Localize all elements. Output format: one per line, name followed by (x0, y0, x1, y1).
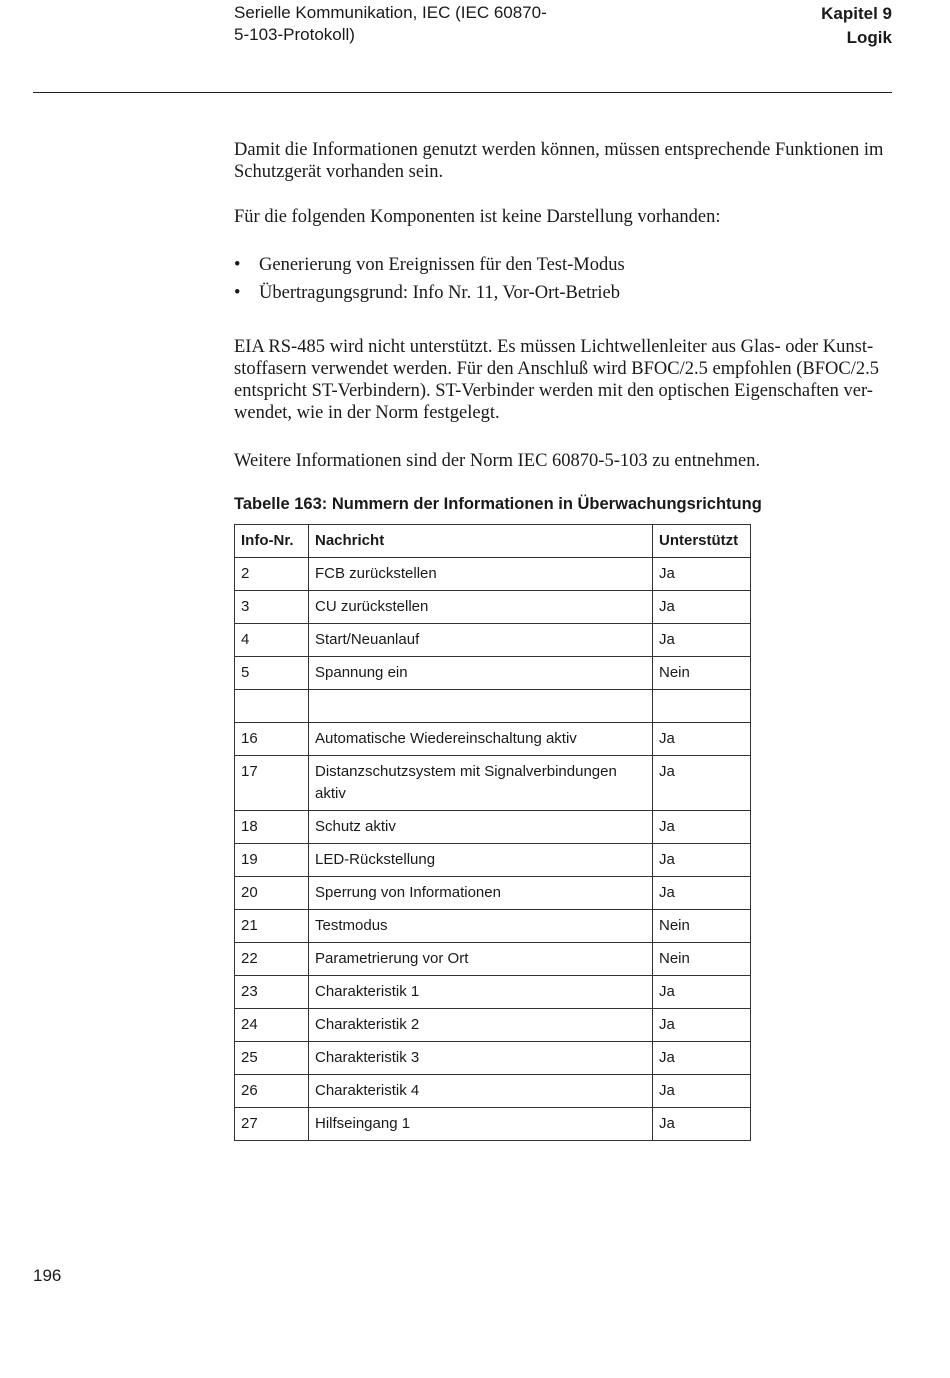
page-number: 196 (33, 1266, 62, 1285)
table-row (235, 1042, 751, 1075)
cell-unterstuetzt: Ja (653, 1042, 751, 1075)
cell-unterstuetzt: Ja (653, 756, 751, 811)
table-row (235, 756, 751, 811)
cell-nachricht: Distanzschutzsystem mit Signalverbindungen aktiv (309, 756, 653, 811)
table-body (235, 558, 751, 1141)
running-header-right (821, 2, 892, 50)
cell-nachricht: Spannung ein (309, 657, 653, 690)
cell-info-nr: 26 (235, 1075, 309, 1108)
paragraph-rs485: EIA RS-485 wird nicht unterstützt. Es müssen Lichtwellenleiter aus Glas- oder Kunst- stoffasern verwendet werden. Für den Anschluß wird BFOC/2.5 empfohlen (BFOC/2.5 entspricht ST-Verbindern). ST-Verbinder werden mit den optischen Eigenschaften ver- wendet, wie in der Norm festgelegt. (234, 337, 880, 423)
header-divider (33, 92, 892, 93)
cell-info-nr: 19 (235, 844, 309, 877)
cell-unterstuetzt: Ja (653, 811, 751, 844)
cell-unterstuetzt: Ja (653, 1009, 751, 1042)
cell-unterstuetzt: Ja (653, 624, 751, 657)
cell-nachricht: Charakteristik 2 (309, 1009, 653, 1042)
info-number-table (234, 524, 751, 1141)
cell-unterstuetzt: Nein (653, 657, 751, 690)
table-row (235, 1075, 751, 1108)
cell-unterstuetzt: Ja (653, 877, 751, 910)
cell-unterstuetzt: Nein (653, 910, 751, 943)
list-item (234, 279, 894, 307)
cell-info-nr: 16 (235, 723, 309, 756)
running-header-left (234, 2, 594, 46)
header-title-line1: Serielle Kommunikation, IEC (IEC 60870- (234, 3, 547, 22)
table-row (235, 558, 751, 591)
paragraph-components-intro: Für die folgenden Komponenten ist keine Darstellung vorhanden: (234, 207, 721, 227)
table-row-empty (235, 690, 751, 723)
cell-info-nr (235, 690, 309, 723)
cell-unterstuetzt: Ja (653, 844, 751, 877)
table-row (235, 976, 751, 1009)
column-header-unterstuetzt: Unterstützt (653, 525, 751, 558)
cell-unterstuetzt: Ja (653, 1108, 751, 1141)
cell-info-nr: 18 (235, 811, 309, 844)
cell-nachricht: Start/Neuanlauf (309, 624, 653, 657)
header-section: Logik (846, 28, 892, 47)
cell-info-nr: 4 (235, 624, 309, 657)
paragraph-functions: Damit die Informationen genutzt werden können, müssen entsprechende Funktionen im Schutzgerät vorhanden sein. (234, 140, 884, 182)
cell-info-nr: 23 (235, 976, 309, 1009)
table-row (235, 624, 751, 657)
cell-nachricht: FCB zurückstellen (309, 558, 653, 591)
header-chapter: Kapitel 9 (821, 4, 892, 23)
cell-unterstuetzt: Ja (653, 976, 751, 1009)
table-row (235, 811, 751, 844)
cell-info-nr: 24 (235, 1009, 309, 1042)
cell-info-nr: 25 (235, 1042, 309, 1075)
cell-info-nr: 22 (235, 943, 309, 976)
cell-nachricht: LED-Rückstellung (309, 844, 653, 877)
table-row (235, 591, 751, 624)
cell-nachricht: Charakteristik 3 (309, 1042, 653, 1075)
cell-info-nr: 2 (235, 558, 309, 591)
table-row (235, 657, 751, 690)
cell-unterstuetzt (653, 690, 751, 723)
cell-nachricht: Charakteristik 1 (309, 976, 653, 1009)
column-header-info-nr: Info-Nr. (235, 525, 309, 558)
table-row (235, 1108, 751, 1141)
cell-nachricht: Sperrung von Informationen (309, 877, 653, 910)
paragraph-further-info: Weitere Informationen sind der Norm IEC 60870-5-103 zu entnehmen. (234, 451, 761, 471)
bullet-list (234, 251, 894, 307)
table-row (235, 943, 751, 976)
table-header-row (235, 525, 751, 558)
cell-unterstuetzt: Ja (653, 558, 751, 591)
cell-nachricht: Hilfseingang 1 (309, 1108, 653, 1141)
cell-info-nr: 20 (235, 877, 309, 910)
table-row (235, 910, 751, 943)
list-item-text: Übertragungsgrund: Info Nr. 11, Vor-Ort-Betrieb (259, 283, 620, 303)
cell-nachricht (309, 690, 653, 723)
cell-info-nr: 3 (235, 591, 309, 624)
bullet-marker: • (234, 283, 241, 303)
cell-info-nr: 21 (235, 910, 309, 943)
cell-unterstuetzt: Nein (653, 943, 751, 976)
cell-unterstuetzt: Ja (653, 591, 751, 624)
cell-unterstuetzt: Ja (653, 723, 751, 756)
table-row (235, 844, 751, 877)
table-caption: Tabelle 163: Nummern der Informationen in Überwachungsrichtung (234, 495, 762, 513)
cell-nachricht: Charakteristik 4 (309, 1075, 653, 1108)
list-item (234, 251, 894, 279)
cell-info-nr: 17 (235, 756, 309, 811)
table-row (235, 877, 751, 910)
cell-info-nr: 27 (235, 1108, 309, 1141)
table-row (235, 1009, 751, 1042)
cell-nachricht: Parametrierung vor Ort (309, 943, 653, 976)
cell-nachricht: Schutz aktiv (309, 811, 653, 844)
bullet-marker: • (234, 255, 241, 275)
cell-nachricht: CU zurückstellen (309, 591, 653, 624)
list-item-text: Generierung von Ereignissen für den Test-Modus (259, 255, 625, 275)
column-header-nachricht: Nachricht (309, 525, 653, 558)
cell-nachricht: Testmodus (309, 910, 653, 943)
cell-unterstuetzt: Ja (653, 1075, 751, 1108)
cell-info-nr: 5 (235, 657, 309, 690)
table-row (235, 723, 751, 756)
header-title-line2: 5-103-Protokoll) (234, 25, 355, 44)
cell-nachricht: Automatische Wiedereinschaltung aktiv (309, 723, 653, 756)
